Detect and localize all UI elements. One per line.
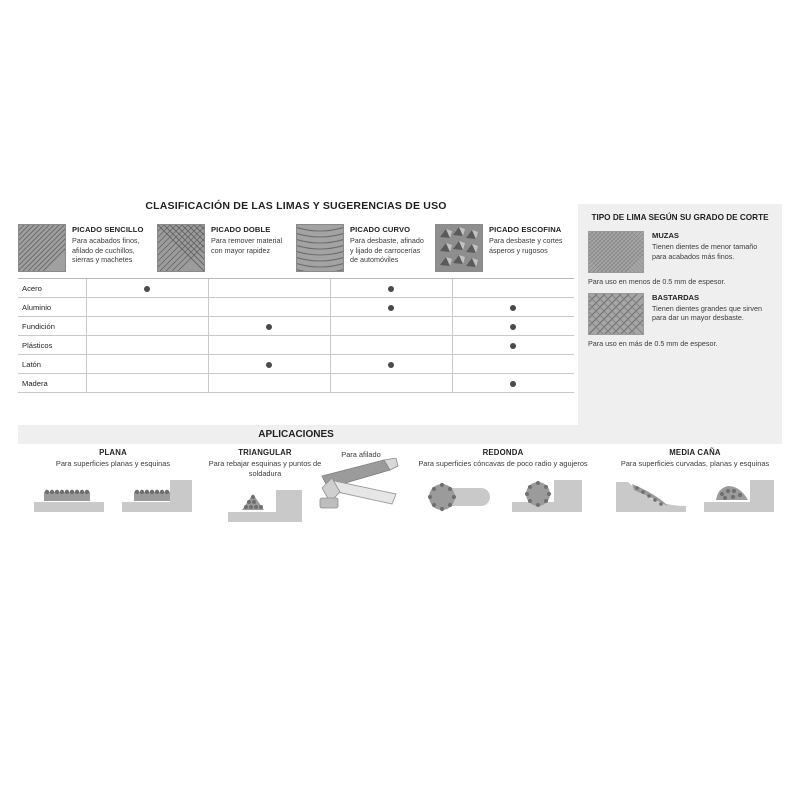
application-name: MEDIA CAÑA — [669, 448, 721, 457]
matrix-cell — [208, 336, 330, 355]
mark-dot — [388, 362, 394, 368]
page-title: CLASIFICACIÓN DE LAS LIMAS Y SUGERENCIAS DE USO — [145, 200, 447, 212]
file-type-name: PICADO DOBLE — [211, 225, 271, 234]
matrix-cell — [452, 298, 574, 317]
mark-dot — [266, 324, 272, 330]
matrix-cell — [452, 336, 574, 355]
round-file-hole-icon — [420, 476, 498, 516]
pattern-swatch-curvo — [296, 224, 344, 272]
matrix-cell — [208, 298, 330, 317]
mark-dot — [388, 286, 394, 292]
table-row — [18, 279, 574, 298]
classification-block — [18, 200, 574, 393]
matrix-cell — [86, 374, 208, 393]
application-desc: Para superficies cóncavas de poco radio y agujeros — [418, 459, 588, 468]
table-row — [18, 374, 574, 393]
mark-dot — [510, 343, 516, 349]
material-label: Latón — [18, 355, 86, 374]
mark-dot — [510, 324, 516, 330]
cut-grade-desc: Tienen dientes grandes que sirven para dar un mayor desbaste. — [652, 303, 763, 323]
cut-grade-desc-2: Para uso en más de 0.5 mm de espesor. — [588, 338, 718, 348]
file-type-desc: Para remover material con mayor rapidez — [211, 236, 283, 255]
matrix-cell — [330, 298, 452, 317]
matrix-cell — [86, 336, 208, 355]
matrix-cell — [86, 279, 208, 298]
matrix-cell — [330, 279, 452, 298]
matrix-cell — [208, 317, 330, 336]
matrix-cell — [452, 355, 574, 374]
table-row — [18, 336, 574, 355]
mark-dot — [510, 381, 516, 387]
pattern-swatch-doble — [157, 224, 205, 272]
file-type-header-row — [18, 224, 574, 279]
application-name: TRIANGULAR — [238, 448, 292, 457]
material-label: Fundición — [18, 317, 86, 336]
matrix-cell — [452, 279, 574, 298]
cut-grade-entry-muzas — [588, 231, 772, 287]
file-type-name: PICADO CURVO — [350, 225, 411, 234]
mark-dot — [144, 286, 150, 292]
cut-grade-name: BASTARDAS — [652, 292, 700, 302]
flat-file-corner-icon — [118, 476, 196, 516]
table-row — [18, 298, 574, 317]
application-media-cana — [608, 448, 782, 516]
file-type-escofina — [435, 224, 574, 272]
mark-dot — [510, 305, 516, 311]
file-type-name: PICADO SENCILLO — [72, 225, 144, 234]
cut-grade-entry-bastardas — [588, 293, 772, 349]
mark-dot — [388, 305, 394, 311]
pattern-swatch-bastardas — [588, 293, 644, 335]
matrix-cell — [452, 317, 574, 336]
application-desc: Para superficies planas y esquinas — [55, 459, 171, 468]
matrix-cell — [86, 355, 208, 374]
matrix-cell — [86, 317, 208, 336]
file-type-desc: Para desbaste y cortes ásperos y rugosos — [489, 236, 563, 255]
material-label: Plásticos — [18, 336, 86, 355]
application-desc: Para afilado — [341, 450, 381, 459]
triangular-file-icon — [220, 486, 310, 526]
file-type-sencillo — [18, 224, 157, 272]
application-redonda — [408, 448, 598, 516]
cut-grade-desc: Tienen dientes de menor tamaño para acabados más finos. — [652, 242, 758, 261]
application-plana — [18, 448, 208, 516]
sharpening-machete-icon — [318, 458, 404, 528]
table-row — [18, 317, 574, 336]
half-round-file-corner-icon — [700, 476, 778, 516]
pattern-swatch-escofina — [435, 224, 483, 272]
file-type-curvo — [296, 224, 435, 272]
file-type-doble — [157, 224, 296, 272]
applications-title: APLICACIONES — [258, 429, 334, 440]
file-type-desc: Para acabados finos, afilado de cuchillos, sierras y machetes — [72, 236, 140, 265]
cut-grade-panel — [578, 204, 782, 434]
application-name: REDONDA — [482, 448, 524, 457]
table-row — [18, 355, 574, 374]
file-type-name: PICADO ESCOFINA — [489, 225, 562, 234]
applications-band — [18, 425, 782, 444]
matrix-cell — [86, 298, 208, 317]
cut-grade-name: MUZAS — [652, 231, 679, 241]
material-label: Madera — [18, 374, 86, 393]
material-label: Aluminio — [18, 298, 86, 317]
matrix-cell — [452, 374, 574, 393]
cut-grade-desc-2: Para uso en menos de 0.5 mm de espesor. — [588, 277, 726, 287]
pattern-swatch-sencillo — [18, 224, 66, 272]
mark-dot — [266, 362, 272, 368]
file-type-desc: Para desbaste, afinado y lijado de carrocerías de automóviles — [350, 236, 424, 265]
matrix-cell — [330, 374, 452, 393]
matrix-cell — [330, 317, 452, 336]
application-desc: Para superficies curvadas, planas y esquinas — [620, 459, 770, 468]
application-afilado — [318, 448, 404, 528]
matrix-cell — [208, 355, 330, 374]
application-desc: Para rebajar esquinas y puntos de soldadura — [208, 459, 322, 478]
application-triangular — [200, 448, 330, 526]
material-matrix-table — [18, 279, 574, 393]
matrix-cell — [330, 355, 452, 374]
cut-grade-title: TIPO DE LIMA SEGÚN SU GRADO DE CORTE — [591, 213, 769, 222]
round-file-corner-icon — [508, 476, 586, 516]
matrix-cell — [208, 279, 330, 298]
matrix-cell — [330, 336, 452, 355]
pattern-swatch-muzas — [588, 231, 644, 273]
half-round-file-curve-icon — [612, 476, 690, 516]
application-name: PLANA — [99, 448, 127, 457]
material-label: Acero — [18, 279, 86, 298]
matrix-cell — [208, 374, 330, 393]
flat-file-horizontal-icon — [30, 476, 108, 516]
